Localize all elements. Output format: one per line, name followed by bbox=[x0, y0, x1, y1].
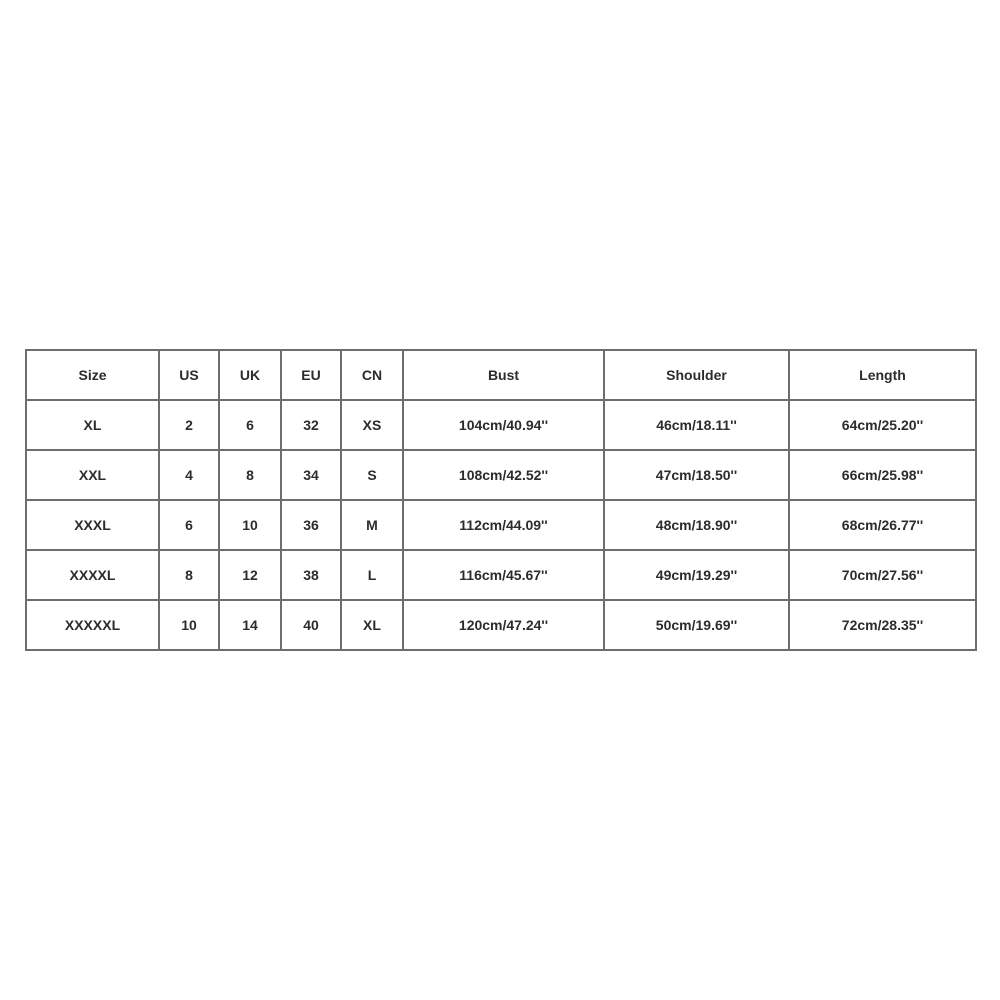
cell-bust: 120cm/47.24'' bbox=[403, 600, 604, 650]
column-header-bust: Bust bbox=[403, 350, 604, 400]
cell-length: 66cm/25.98'' bbox=[789, 450, 976, 500]
cell-shoulder: 50cm/19.69'' bbox=[604, 600, 789, 650]
table-row bbox=[26, 400, 976, 450]
cell-cn: XL bbox=[341, 600, 403, 650]
column-header-shoulder: Shoulder bbox=[604, 350, 789, 400]
cell-size: XXXL bbox=[26, 500, 159, 550]
column-header-cn: CN bbox=[341, 350, 403, 400]
cell-shoulder: 47cm/18.50'' bbox=[604, 450, 789, 500]
cell-cn: XS bbox=[341, 400, 403, 450]
cell-length: 70cm/27.56'' bbox=[789, 550, 976, 600]
column-header-eu: EU bbox=[281, 350, 341, 400]
cell-us: 10 bbox=[159, 600, 219, 650]
cell-bust: 112cm/44.09'' bbox=[403, 500, 604, 550]
cell-cn: S bbox=[341, 450, 403, 500]
cell-eu: 40 bbox=[281, 600, 341, 650]
column-header-uk: UK bbox=[219, 350, 281, 400]
cell-uk: 6 bbox=[219, 400, 281, 450]
cell-shoulder: 46cm/18.11'' bbox=[604, 400, 789, 450]
cell-length: 68cm/26.77'' bbox=[789, 500, 976, 550]
cell-length: 64cm/25.20'' bbox=[789, 400, 976, 450]
table-row bbox=[26, 550, 976, 600]
table-row bbox=[26, 450, 976, 500]
cell-shoulder: 49cm/19.29'' bbox=[604, 550, 789, 600]
table-header-row bbox=[26, 350, 976, 400]
table-row bbox=[26, 600, 976, 650]
cell-uk: 8 bbox=[219, 450, 281, 500]
cell-uk: 14 bbox=[219, 600, 281, 650]
cell-bust: 104cm/40.94'' bbox=[403, 400, 604, 450]
cell-us: 8 bbox=[159, 550, 219, 600]
cell-size: XXL bbox=[26, 450, 159, 500]
cell-cn: L bbox=[341, 550, 403, 600]
cell-bust: 108cm/42.52'' bbox=[403, 450, 604, 500]
cell-us: 2 bbox=[159, 400, 219, 450]
column-header-size: Size bbox=[26, 350, 159, 400]
size-chart-table bbox=[25, 349, 977, 651]
cell-cn: M bbox=[341, 500, 403, 550]
column-header-us: US bbox=[159, 350, 219, 400]
column-header-length: Length bbox=[789, 350, 976, 400]
cell-size: XL bbox=[26, 400, 159, 450]
cell-shoulder: 48cm/18.90'' bbox=[604, 500, 789, 550]
cell-length: 72cm/28.35'' bbox=[789, 600, 976, 650]
cell-uk: 12 bbox=[219, 550, 281, 600]
table-row bbox=[26, 500, 976, 550]
cell-eu: 34 bbox=[281, 450, 341, 500]
cell-us: 4 bbox=[159, 450, 219, 500]
cell-eu: 36 bbox=[281, 500, 341, 550]
cell-bust: 116cm/45.67'' bbox=[403, 550, 604, 600]
cell-uk: 10 bbox=[219, 500, 281, 550]
cell-size: XXXXL bbox=[26, 550, 159, 600]
cell-us: 6 bbox=[159, 500, 219, 550]
cell-eu: 32 bbox=[281, 400, 341, 450]
cell-size: XXXXXL bbox=[26, 600, 159, 650]
cell-eu: 38 bbox=[281, 550, 341, 600]
